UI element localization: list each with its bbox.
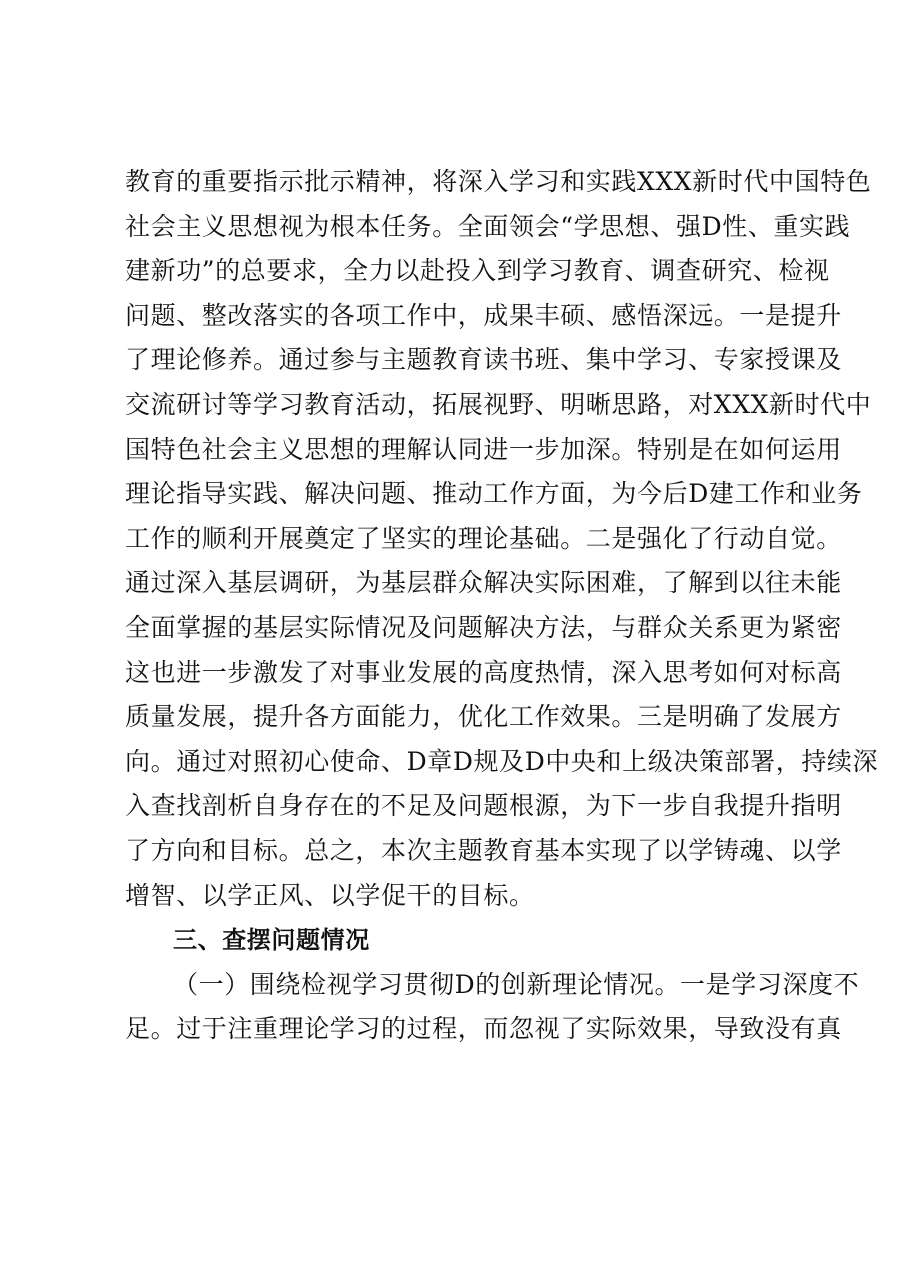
paragraph-line: 质量发展，提升各方面能力，优化工作效果。三是明确了发展方 — [125, 702, 842, 732]
paragraph-line: 通过深入基层调研，为基层群众解决实际困难，了解到以往未能 — [125, 568, 842, 598]
paragraph-line: 问题、整改落实的各项工作中，成果丰硕、感悟深远。一是提升 — [125, 300, 842, 330]
paragraph-line: （一）围绕检视学习贯彻D的创新理论情况。一是学习深度不 — [173, 969, 860, 999]
paragraph-line: 向。通过对照初心使命、D章D规及D中央和上级决策部署，持续深 — [125, 746, 879, 776]
document-body — [125, 160, 879, 1052]
paragraph-line: 足。过于注重理论学习的过程，而忽视了实际效果，导致没有真 — [125, 1014, 842, 1044]
paragraph-line: 工作的顺利开展奠定了坚实的理论基础。二是强化了行动自觉。 — [125, 523, 842, 553]
paragraph-line: 入查找剖析自身存在的不足及问题根源，为下一步自我提升指明 — [125, 791, 842, 821]
paragraph-line: 社会主义思想视为根本任务。全面领会“学思想、强D性、重实践 — [125, 211, 851, 241]
paragraph-line: 交流研讨等学习教育活动，拓展视野、明晰思路，对XXX新时代中 — [125, 389, 872, 419]
section-heading: 三、查摆问题情况 — [173, 926, 370, 955]
paragraph-line: 教育的重要指示批示精神，将深入学习和实践XXX新时代中国特色 — [125, 167, 872, 196]
paragraph-line: 建新功”的总要求，全力以赴投入到学习教育、调查研究、检视 — [125, 256, 830, 286]
paragraph-line: 了方向和目标。总之，本次主题教育基本实现了以学铸魂、以学 — [125, 835, 842, 865]
paragraph-line: 理论指导实践、解决问题、推动工作方面，为今后D建工作和业务 — [125, 479, 863, 509]
paragraph-line: 增智、以学正风、以学促干的目标。 — [125, 880, 535, 910]
paragraph-line: 全面掌握的基层实际情况及问题解决方法，与群众关系更为紧密 — [125, 612, 842, 642]
paragraph-line: 了理论修养。通过参与主题教育读书班、集中学习、专家授课及 — [125, 345, 842, 375]
paragraph-line: 国特色社会主义思想的理解认同进一步加深。特别是在如何运用 — [125, 434, 842, 464]
paragraph-line: 这也进一步激发了对事业发展的高度热情，深入思考如何对标高 — [125, 657, 842, 687]
